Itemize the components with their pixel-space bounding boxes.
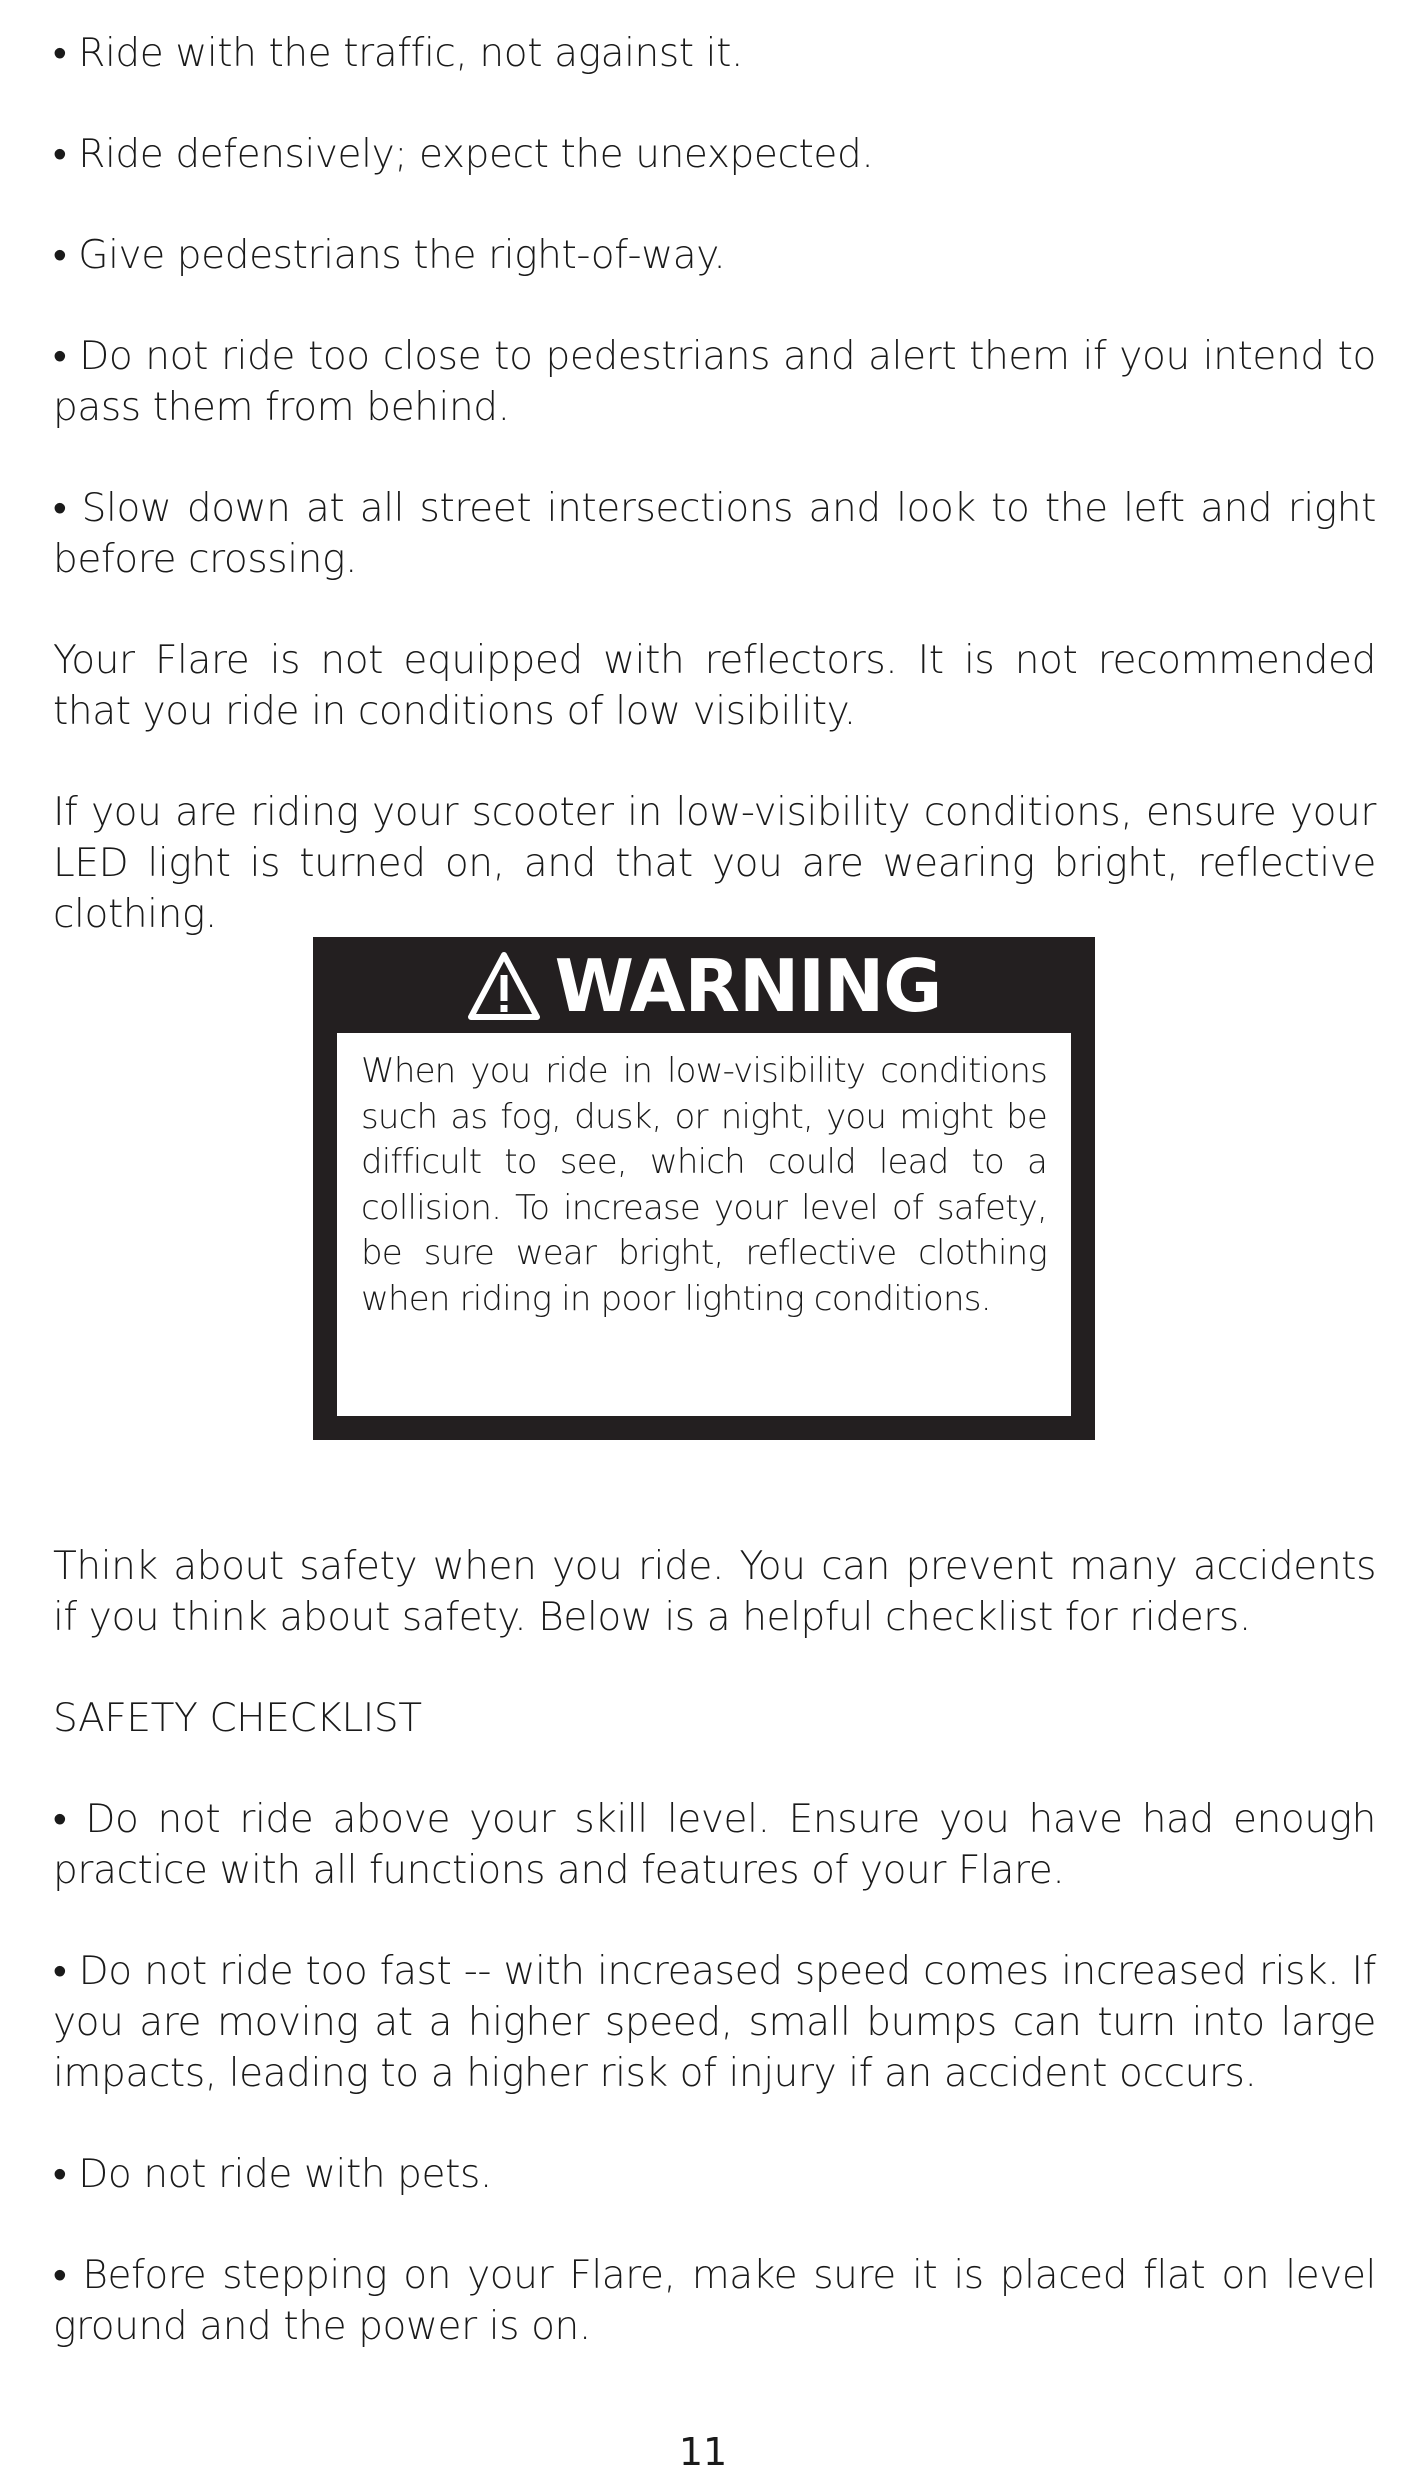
bullet-intersections: • Slow down at all street intersections and look to the left and right before crossing. xyxy=(53,486,1376,582)
reflectors-paragraph: Your Flare is not equipped with reflectors. It is not recommended that you ride in conditions of low visibility. xyxy=(53,638,1376,734)
warning-text: When you ride in low-visibility conditions such as fog, dusk, or night, you might be difficult to see, which could lead to a collision. To increase your level of safety, be sure wear bright, reflective clothing when riding in poor lighting conditions. xyxy=(361,1051,1047,1319)
page-number: 11 xyxy=(678,2430,728,2474)
document-page xyxy=(53,0,1376,2489)
bullet-pets: • Do not ride with pets. xyxy=(53,2152,492,2197)
think-about-safety-paragraph: Think about safety when you ride. You can prevent many accidents if you think about safety. Below is a helpful checklist for riders. xyxy=(53,1544,1376,1640)
bullet-ride-too-fast: • Do not ride too fast -- with increased speed comes increased risk. If you are moving at a higher speed, small bumps can turn into large impacts, leading to a higher risk of injury if an accident occurs. xyxy=(53,1949,1376,2096)
warning-box xyxy=(313,937,1095,1440)
bullet-pedestrians-right-of-way: • Give pedestrians the right-of-way. xyxy=(53,233,726,278)
bullet-ride-with-traffic: • Ride with the traffic, not against it. xyxy=(53,31,743,76)
bullet-ride-defensively: • Ride defensively; expect the unexpected. xyxy=(53,132,874,177)
bullet-level-ground: • Before stepping on your Flare, make sure it is placed flat on level ground and the power is on. xyxy=(53,2253,1376,2349)
warning-body xyxy=(337,1033,1071,1416)
bullet-pedestrians-pass: • Do not ride too close to pedestrians and alert them if you intend to pass them from behind. xyxy=(53,334,1376,430)
warning-header xyxy=(313,945,1095,1027)
low-visibility-paragraph: If you are riding your scooter in low-visibility conditions, ensure your LED light is turned on, and that you are wearing bright, reflective clothing. xyxy=(53,790,1376,937)
warning-title: WARNING xyxy=(554,944,942,1028)
warning-triangle-icon xyxy=(467,949,541,1023)
bullet-skill-level: • Do not ride above your skill level. Ensure you have had enough practice with all functions and features of your Flare. xyxy=(53,1797,1376,1893)
safety-checklist-heading: SAFETY CHECKLIST xyxy=(53,1696,422,1741)
